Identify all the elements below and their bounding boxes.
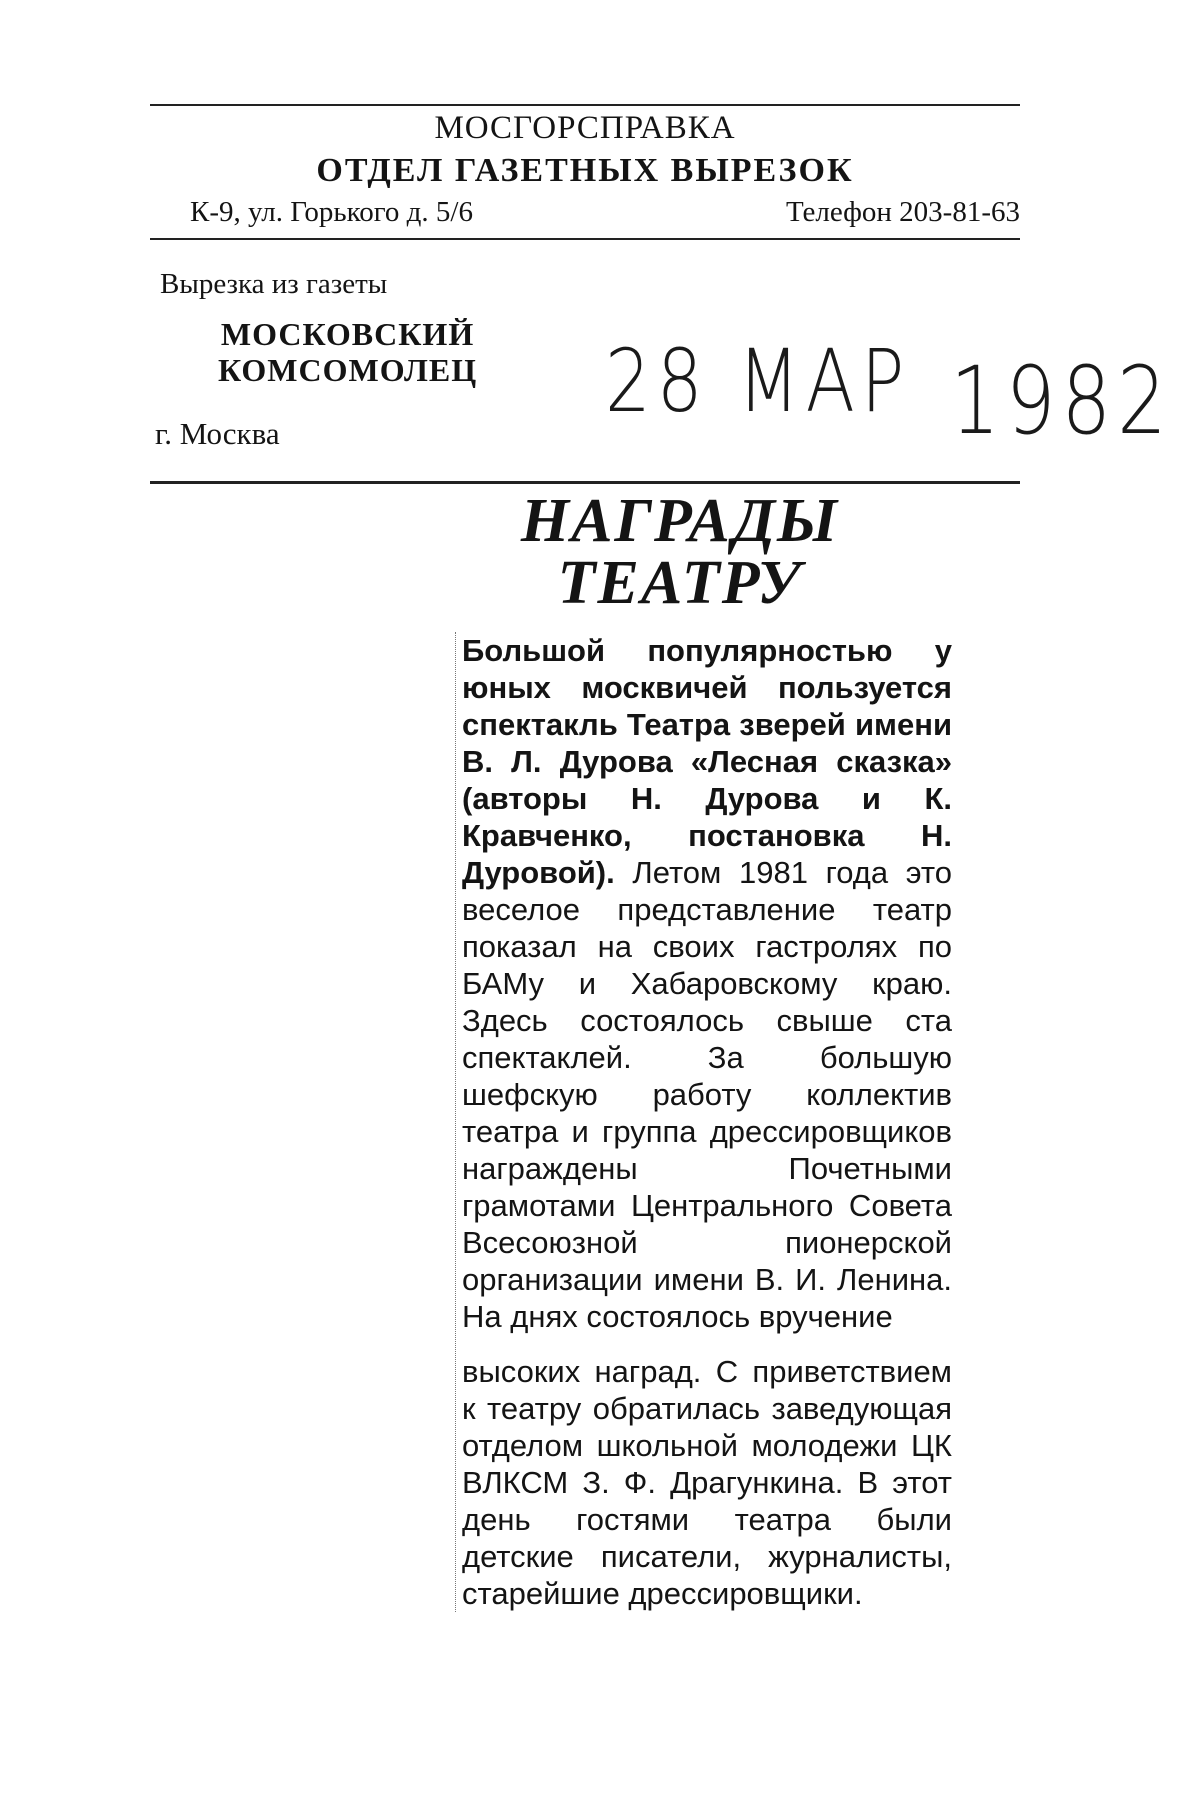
- date-day-month: 28 МАР: [605, 330, 911, 432]
- department-name: ОТДЕЛ ГАЗЕТНЫХ ВЫРЕЗОК: [316, 152, 854, 189]
- headline-line1: НАГРАДЫ: [520, 487, 840, 555]
- headline-line2: ТЕАТРУ: [557, 549, 803, 617]
- newspaper-name: [218, 316, 477, 388]
- agency-phone: Телефон 203-81-63: [785, 196, 1020, 228]
- article-headline: [480, 487, 880, 617]
- article-paragraph: высоких наград. С приветствием к театру обратилась заведующая отделом школьной молодежи ЦК ВЛКСМ З. Ф. Драгункина. В этот день гостями театра были детские писатели, журналисты, старейшие дрессировщики.: [462, 1354, 952, 1611]
- divider: [150, 104, 1020, 106]
- agency-name: МОСГОРСПРАВКА: [434, 110, 736, 146]
- agency-address: К-9, ул. Горького д. 5/6: [190, 196, 473, 228]
- article-text: Летом 1981 года это веселое представление театр показал на своих гастролях по БАМу и Хабаровскому краю. Здесь состоялось свыше ста спектаклей. За большую шефскую работу коллектив театра и группа дрессировщиков награждены Почетными грамотами Центрального Совета Всесоюзной пионерской организации имени В. И. Ленина. На днях состоялось вручение: [462, 855, 952, 1334]
- newspaper-name-line1: МОСКОВСКИЙ: [220, 316, 475, 352]
- article-lead: Большой популярностью у юных москвичей пользуется спектакль Театра зверей имени В. Л. Дурова «Лесная сказка» (авторы Н. Дурова и К. Кравченко, постановка Н. Дуровой).: [462, 633, 952, 890]
- date-stamp: [605, 326, 1173, 456]
- divider: [150, 481, 1020, 484]
- divider: [150, 238, 1020, 240]
- clipping-service-stamp: [150, 98, 1173, 488]
- newspaper-name-line2: КОМСОМОЛЕЦ: [218, 352, 478, 388]
- article-paragraph: [462, 632, 952, 1335]
- cut-label: Вырезка из газеты: [160, 268, 388, 300]
- article-body: [455, 632, 952, 1612]
- date-year: 1982: [950, 347, 1173, 456]
- city-label: г. Москва: [155, 416, 280, 451]
